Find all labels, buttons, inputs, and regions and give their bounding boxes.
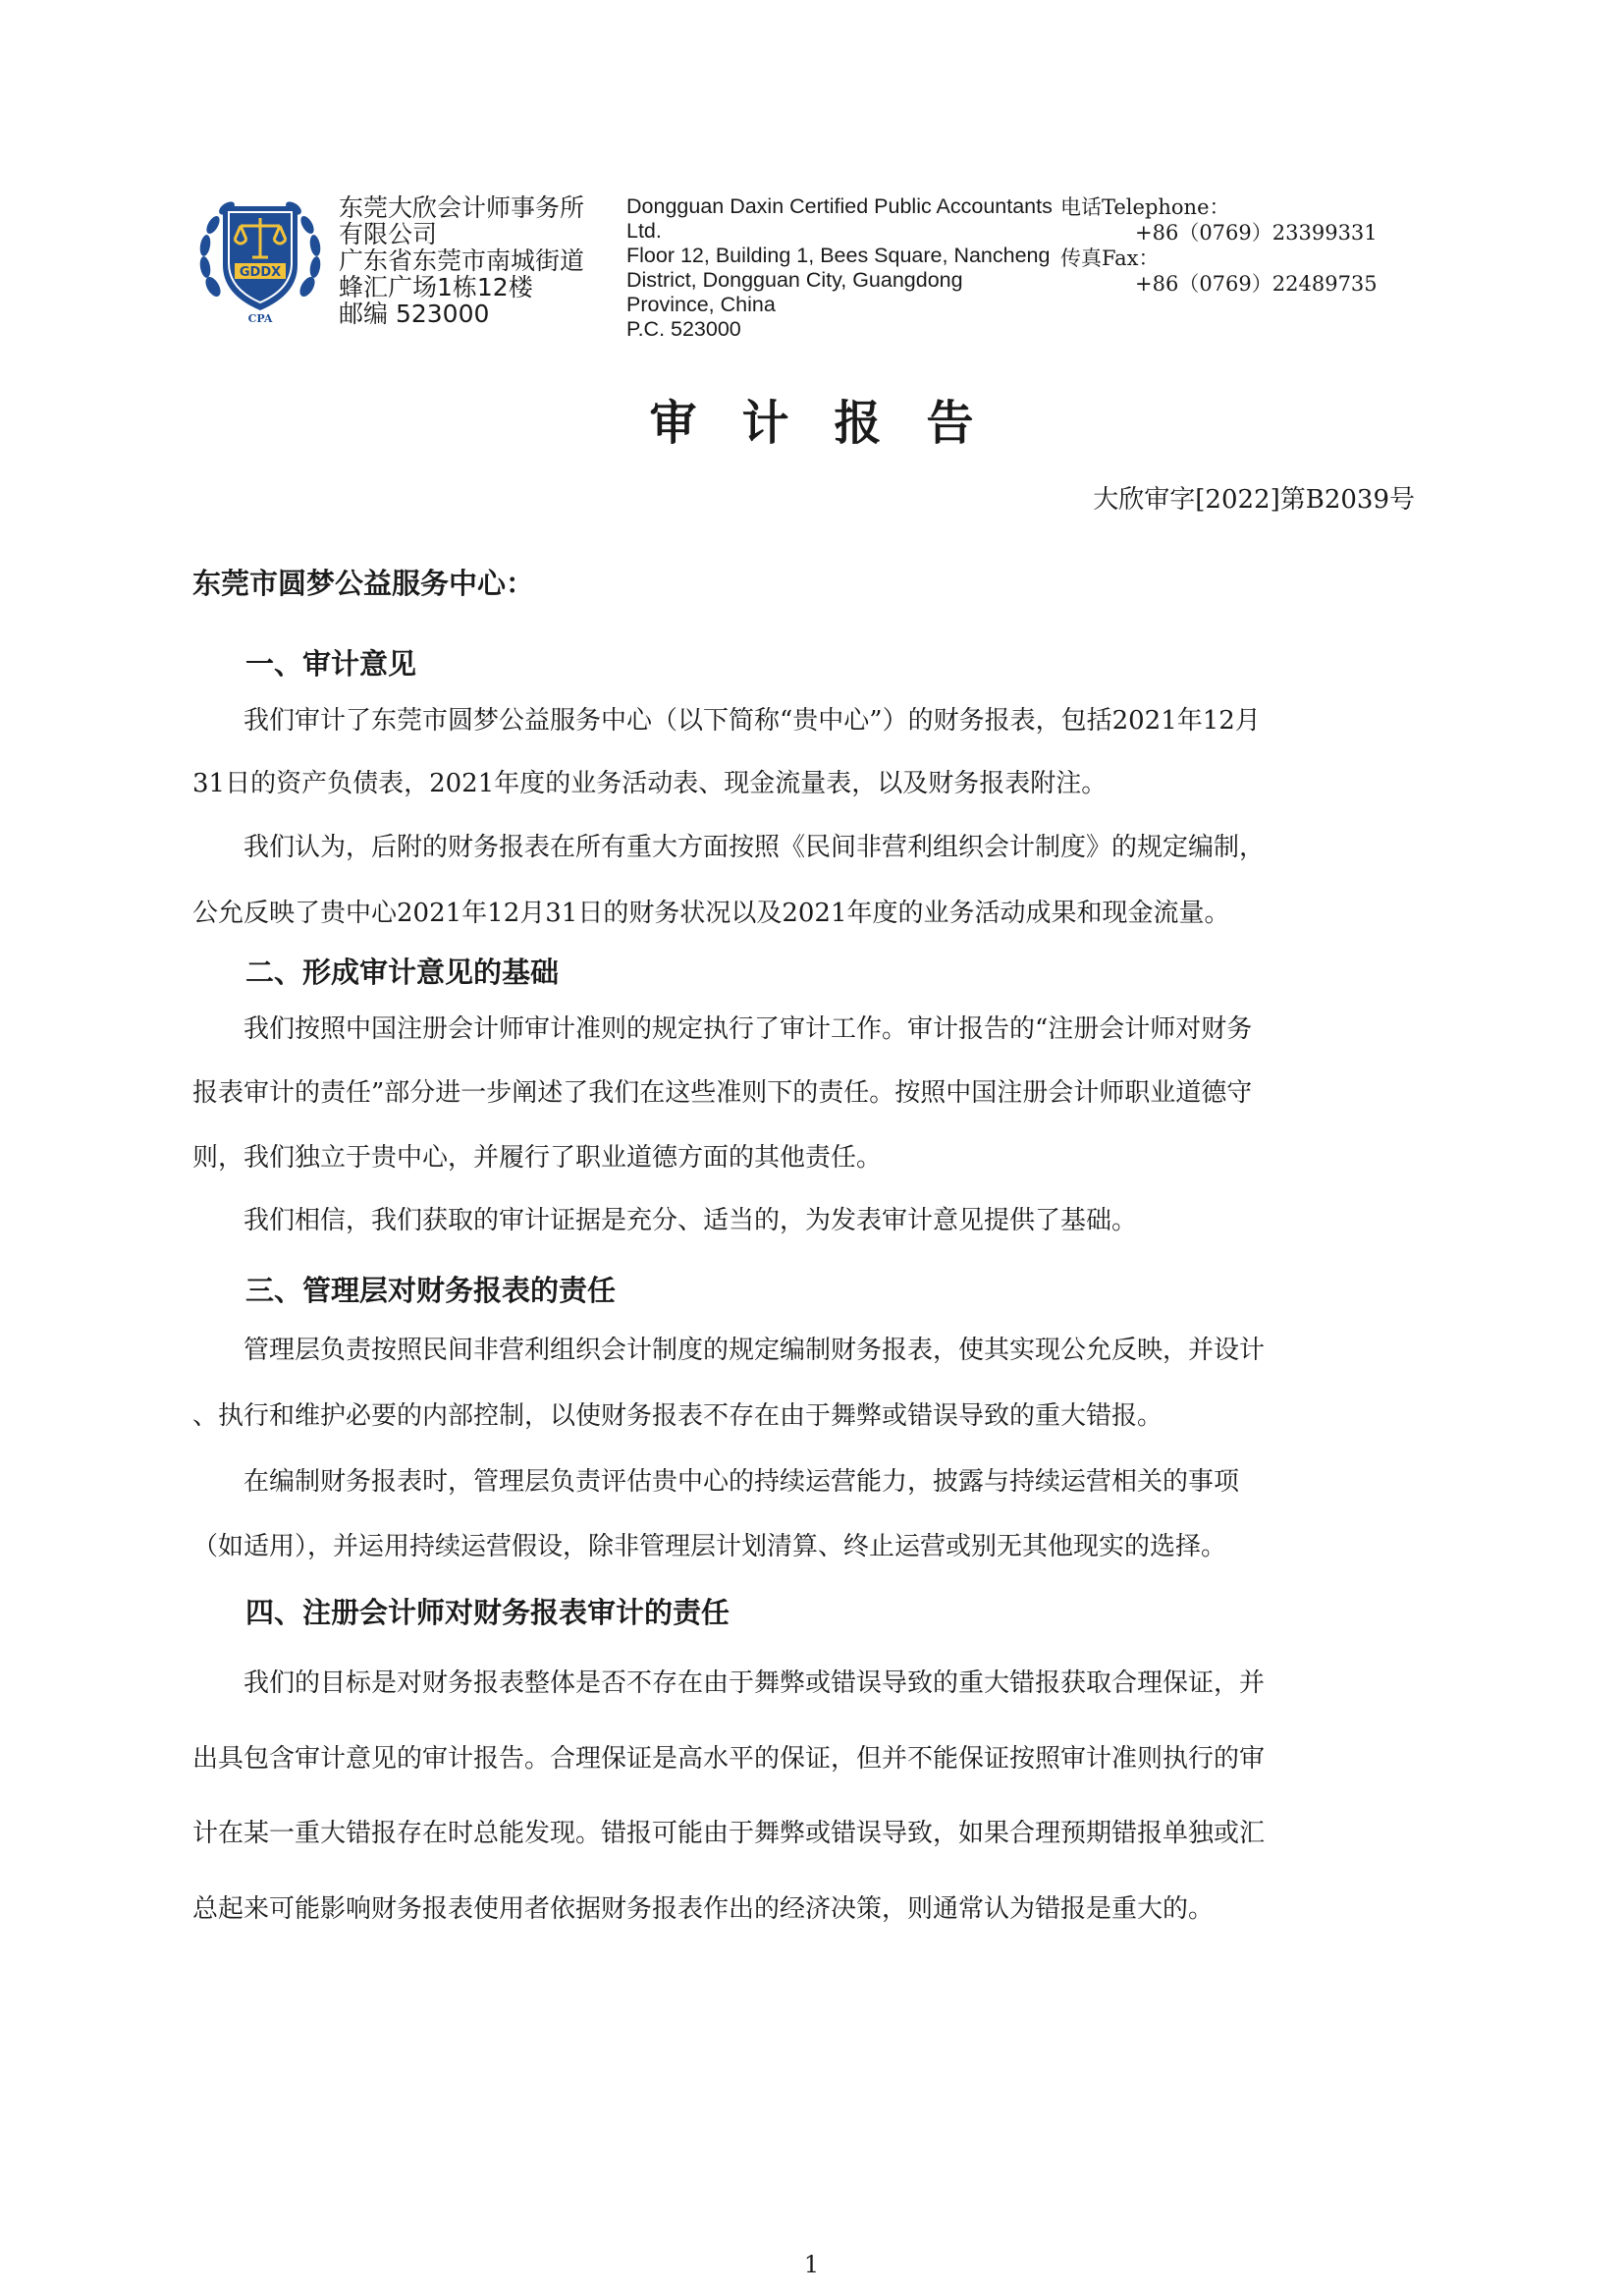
paragraph-line: 报表审计的责任”部分进一步阐述了我们在这些准则下的责任。按照中国注册会计师职业道德守: [192, 1078, 1253, 1108]
firm-cn-line: 东莞大欣会计师事务所: [339, 193, 585, 222]
firm-address-en: [626, 194, 1053, 342]
firm-cn-line: 广东省东莞市南城街道: [339, 246, 585, 275]
firm-en-line: Ltd.: [626, 219, 662, 243]
section-heading: 二、形成审计意见的基础: [245, 956, 560, 989]
firm-en-line: Province, China: [626, 293, 776, 316]
logo-text-main: GDDX: [239, 265, 282, 280]
firm-en-line: P.C. 523000: [626, 317, 741, 341]
paragraph-line: 计在某一重大错报存在时总能发现。错报可能由于舞弊或错误导致，如果合理预期错报单独或汇: [192, 1819, 1266, 1848]
document-number: 大欣审字[2022]第B2039号: [1093, 485, 1415, 515]
paragraph-line: 则，我们独立于贵中心，并履行了职业道德方面的其他责任。: [192, 1143, 883, 1173]
paragraph-line: 出具包含审计意见的审计报告。合理保证是高水平的保证，但并不能保证按照审计准则执行的审: [192, 1744, 1266, 1774]
telephone-number: +86（0769）23399331: [1135, 221, 1378, 245]
report-title: 审计报告: [649, 396, 1019, 451]
gddx-cpa-seal-icon: [191, 189, 329, 326]
telephone-label: 电话Telephone：: [1060, 195, 1230, 219]
firm-en-line: Dongguan Daxin Certified Public Accountants: [626, 194, 1053, 218]
paragraph-line: 我们相信，我们获取的审计证据是充分、适当的，为发表审计意见提供了基础。: [243, 1206, 1138, 1235]
paragraph-line: 我们审计了东莞市圆梦公益服务中心（以下简称“贵中心”）的财务报表，包括2021年12月: [243, 706, 1261, 736]
firm-cn-line: 邮编 523000: [339, 300, 490, 328]
paragraph-line: 管理层负责按照民间非营利组织会计制度的规定编制财务报表，使其实现公允反映，并设计: [243, 1336, 1266, 1365]
section-heading: 三、管理层对财务报表的责任: [245, 1274, 617, 1307]
firm-en-line: Floor 12, Building 1, Bees Square, Nancheng: [626, 244, 1051, 267]
paragraph-line: 公允反映了贵中心2021年12月31日的财务状况以及2021年度的业务活动成果和现金流量。: [192, 899, 1230, 928]
paragraph-line: 总起来可能影响财务报表使用者依据财务报表作出的经济决策，则通常认为错报是重大的。: [192, 1894, 1215, 1924]
logo-text-sub: CPA: [247, 312, 273, 325]
fax-number: +86（0769）22489735: [1135, 272, 1378, 296]
fax-label: 传真Fax：: [1060, 246, 1160, 270]
firm-cn-line: 有限公司: [339, 220, 438, 248]
firm-en-line: District, Dongguan City, Guangdong: [626, 268, 963, 292]
paragraph-line: 、执行和维护必要的内部控制，以使财务报表不存在由于舞弊或错误导致的重大错报。: [192, 1401, 1163, 1431]
firm-address-cn: [339, 194, 623, 327]
page-number: 1: [803, 2251, 820, 2278]
addressee: 东莞市圆梦公益服务中心：: [192, 567, 535, 600]
paragraph-line: （如适用），并运用持续运营假设，除非管理层计划清算、终止运营或别无其他现实的选择。: [192, 1532, 1227, 1561]
firm-contact: [1060, 194, 1394, 297]
paragraph-line: 我们按照中国注册会计师审计准则的规定执行了审计工作。审计报告的“注册会计师对财务: [243, 1014, 1253, 1044]
paragraph-line: 31日的资产负债表，2021年度的业务活动表、现金流量表，以及财务报表附注。: [192, 769, 1108, 798]
paragraph-line: 在编制财务报表时，管理层负责评估贵中心的持续运营能力，披露与持续运营相关的事项: [243, 1467, 1240, 1497]
firm-cn-line: 蜂汇广场1栋12楼: [339, 273, 533, 301]
paragraph-line: 我们的目标是对财务报表整体是否不存在由于舞弊或错误导致的重大错报获取合理保证，并: [243, 1668, 1266, 1698]
section-heading: 一、审计意见: [245, 647, 417, 681]
paragraph-line: 我们认为，后附的财务报表在所有重大方面按照《民间非营利组织会计制度》的规定编制，: [243, 833, 1266, 862]
section-heading: 四、注册会计师对财务报表审计的责任: [245, 1596, 730, 1629]
